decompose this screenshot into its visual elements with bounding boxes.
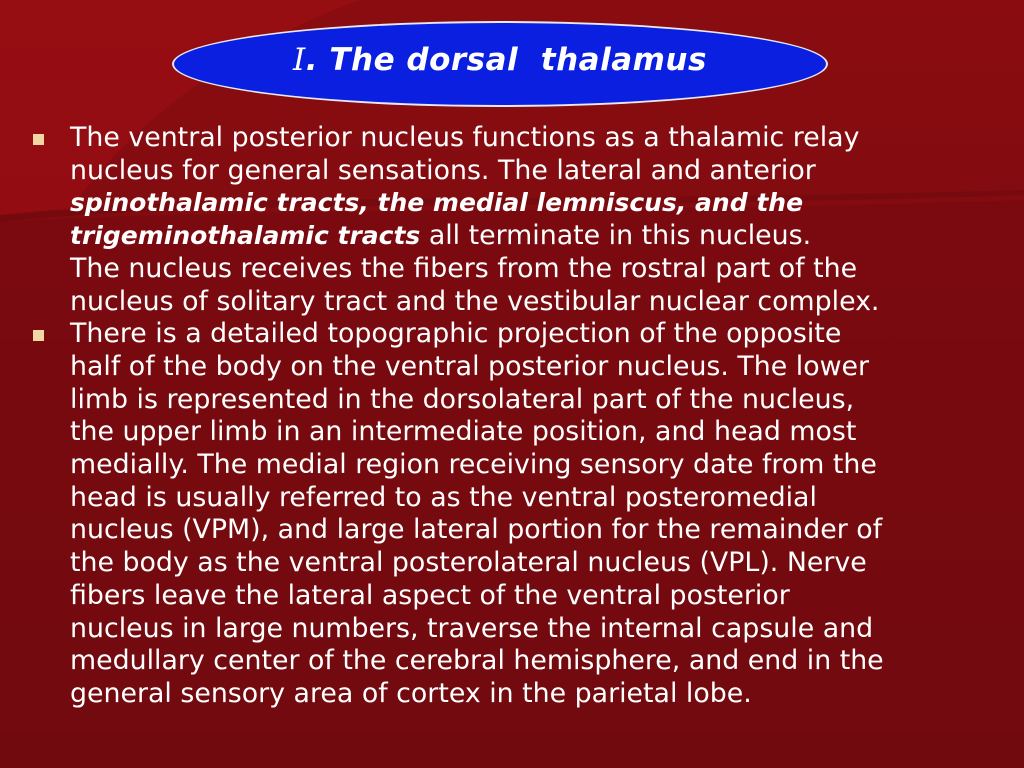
- title-numeral: Ⅰ: [293, 42, 306, 78]
- bullet-square-icon: [33, 330, 44, 341]
- bullet-2-line-5: medially. The medial region receiving sensory date from the: [70, 449, 877, 481]
- title-label: . The dorsal thalamus: [305, 42, 707, 78]
- title-oval: [172, 21, 828, 107]
- bullet-2-line-10: nucleus in large numbers, traverse the internal capsule and: [70, 612, 874, 644]
- bullet-2-line-8: the body as the ventral posterolateral nucleus (VPL). Nerve: [70, 547, 867, 579]
- bullet-item-2: [28, 318, 1004, 710]
- bullet-1-emphasis-2: trigeminothalamic tracts: [70, 221, 421, 251]
- bullet-2-line-1: There is a detailed topographic projection of the opposite: [70, 318, 842, 350]
- bullet-1-emphasis-1: spinothalamic tracts, the medial lemniscus, and the: [70, 188, 804, 218]
- bullet-list: [28, 122, 1004, 711]
- bullet-2-line-4: the upper limb in an intermediate position, and head most: [70, 416, 857, 448]
- slide-title: [293, 42, 707, 78]
- bullet-2-line-2: half of the body on the ventral posterior nucleus. The lower: [70, 350, 870, 382]
- bullet-item-1: [28, 122, 1004, 318]
- bullet-1-line-6: nucleus of solitary tract and the vestibular nuclear complex.: [70, 285, 880, 317]
- bullet-1-line-1: The ventral posterior nucleus functions as a thalamic relay: [70, 122, 860, 153]
- bullet-2-line-12: general sensory area of cortex in the parietal lobe.: [70, 677, 752, 709]
- bullet-2-line-9: fibers leave the lateral aspect of the ventral posterior: [70, 579, 790, 611]
- bullet-square-icon: [33, 134, 44, 145]
- bullet-1-line-2: nucleus for general sensations. The lateral and anterior: [70, 154, 816, 186]
- bullet-2-line-7: nucleus (VPM), and large lateral portion for the remainder of: [70, 514, 883, 546]
- bullet-2-line-11: medullary center of the cerebral hemisphere, and end in the: [70, 645, 884, 677]
- bullet-2-line-6: head is usually referred to as the ventral posteromedial: [70, 481, 817, 513]
- bullet-1-line-5: The nucleus receives the fibers from the rostral part of the: [70, 252, 858, 284]
- bullet-2-line-3: limb is represented in the dorsolateral part of the nucleus,: [70, 383, 855, 415]
- bullet-1-line-4-rest: all terminate in this nucleus.: [420, 220, 812, 252]
